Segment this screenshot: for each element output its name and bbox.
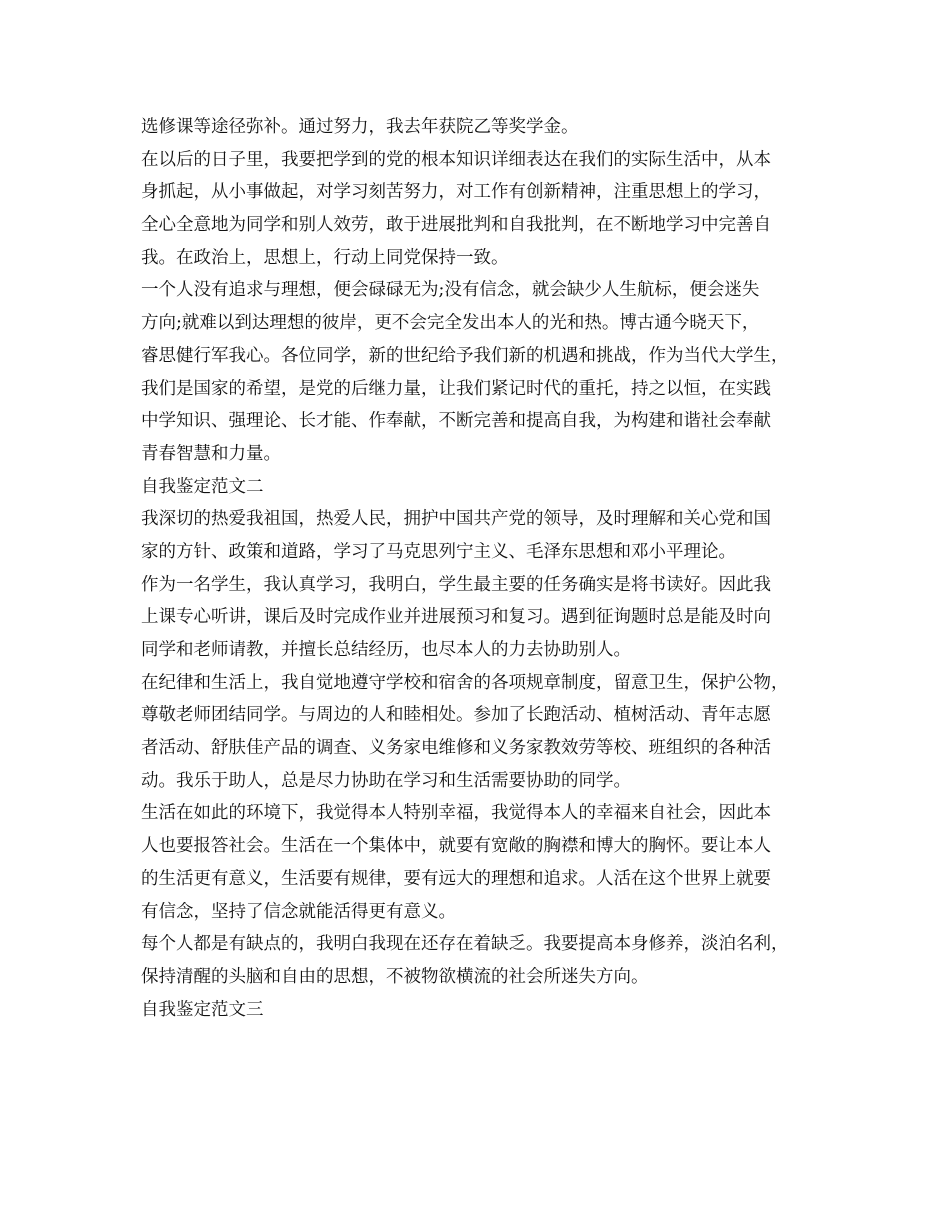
text-line: 家的方针、政策和道路，学习了马克思列宁主义、毛泽东思想和邓小平理论。	[141, 541, 736, 562]
text-line: 身抓起，从小事做起，对学习刻苦努力，对工作有创新精神，注重思想上的学习，	[141, 182, 771, 203]
text-line: 全心全意地为同学和别人效劳，敢于进展批判和自我批判，在不断地学习中完善自	[141, 215, 771, 236]
text-line: 的生活更有意义，生活要有规律，要有远大的理想和追求。人活在这个世界上就要	[141, 868, 771, 889]
text-line: 每个人都是有缺点的，我明白我现在还存在着缺乏。我要提高本身修养，淡泊名利，	[141, 934, 789, 955]
text-line: 作为一名学生，我认真学习，我明白，学生最主要的任务确实是将书读好。因此我	[141, 574, 771, 595]
text-line: 中学知识、强理论、长才能、作奉献，不断完善和提高自我，为构建和谐社会奉献	[141, 411, 771, 432]
text-line: 同学和老师请教，并擅长总结经历，也尽本人的力去协助别人。	[141, 640, 631, 660]
text-line: 生活在如此的环境下，我觉得本人特别幸福，我觉得本人的幸福来自社会，因此本	[141, 803, 771, 824]
text-line: 保持清醒的头脑和自由的思想，不被物欲横流的社会所迷失方向。	[141, 966, 649, 987]
text-line: 在以后的日子里，我要把学到的党的根本知识详细表达在我们的实际生活中，从本	[141, 149, 771, 170]
text-line: 人也要报答社会。生活在一个集体中，就要有宽敞的胸襟和博大的胸怀。要让本人	[141, 836, 771, 857]
text-line: 者活动、舒肤佳产品的调查、义务家电维修和义务家教效劳等校、班组织的各种活	[141, 738, 771, 759]
document-body	[141, 111, 831, 1026]
section-heading: 自我鉴定范文二	[141, 476, 264, 497]
text-line: 我。在政治上，思想上，行动上同党保持一致。	[141, 247, 509, 268]
text-line: 在纪律和生活上，我自觉地遵守学校和宿舍的各项规章制度，留意卫生，保护公物，	[141, 672, 789, 693]
text-line: 上课专心听讲，课后及时完成作业并进展预习和复习。遇到征询题时总是能及时向	[141, 607, 771, 628]
text-line: 有信念，坚持了信念就能活得更有意义。	[141, 901, 456, 922]
text-line: 选修课等途径弥补。通过努力，我去年获院乙等奖学金。	[141, 117, 579, 137]
section-heading: 自我鉴定范文三	[141, 999, 264, 1020]
text-line: 一个人没有追求与理想，便会碌碌无为;没有信念，就会缺少人生航标，便会迷失	[141, 280, 760, 301]
text-line: 我们是国家的希望，是党的后继力量，让我们紧记时代的重托，持之以恒，在实践	[141, 378, 771, 399]
text-line: 动。我乐于助人，总是尽力协助在学习和生活需要协助的同学。	[141, 770, 631, 791]
text-line: 青春智慧和力量。	[141, 443, 281, 464]
text-line: 睿思健行军我心。各位同学，新的世纪给予我们新的机遇和挑战，作为当代大学生，	[141, 345, 789, 366]
text-line: 尊敬老师团结同学。与周边的人和睦相处。参加了长跑活动、植树活动、青年志愿	[141, 705, 771, 726]
text-line: 方向;就难以到达理想的彼岸，更不会完全发出本人的光和热。博古通今晓天下，	[141, 313, 760, 334]
text-line: 我深切的热爱我祖国，热爱人民，拥护中国共产党的领导，及时理解和关心党和国	[141, 509, 771, 530]
